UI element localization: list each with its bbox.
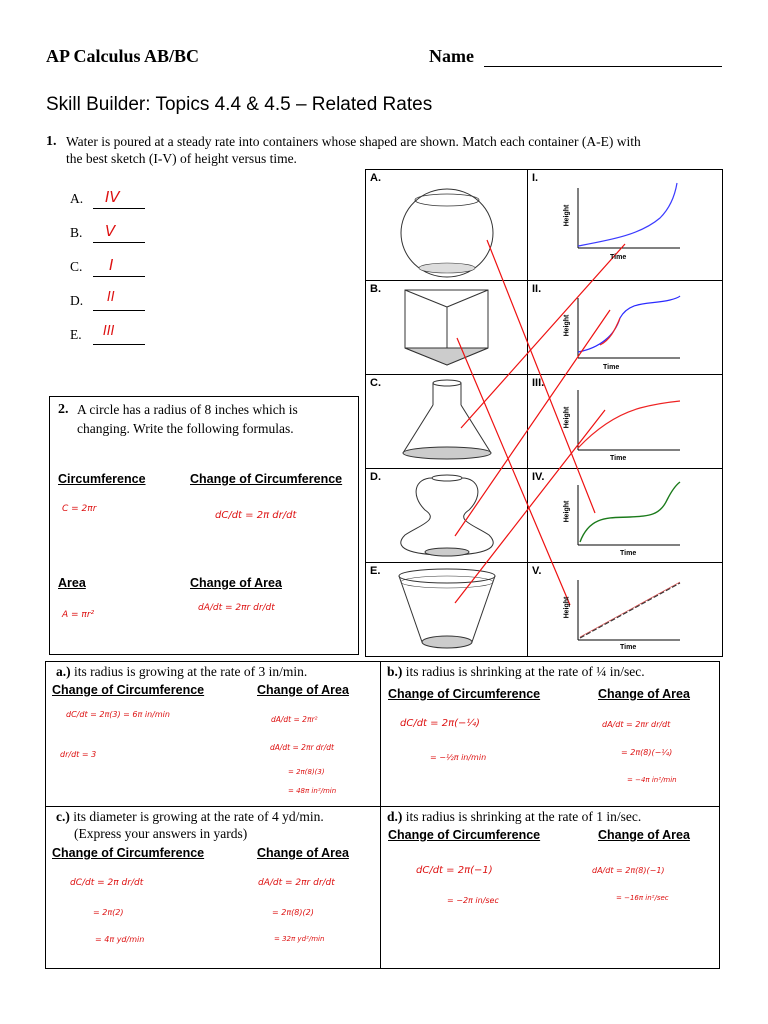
- part-d-circ-label: Change of Circumference: [388, 828, 541, 842]
- part-c-text: its diameter is growing at the rate of 4 yd/min.: [73, 809, 324, 824]
- graph-i-xlabel: Time: [610, 254, 627, 261]
- answer-value-e: III: [103, 324, 115, 339]
- graph-label-v: V.: [532, 565, 542, 577]
- q2-area-answer: A = πr²: [62, 610, 95, 620]
- part-c-circ-work-1: dC/dt = 2π dr/dt: [70, 878, 144, 888]
- part-c-circ-label: Change of Circumference: [52, 846, 205, 860]
- part-d-label: d.): [387, 809, 403, 824]
- graph-label-ii: II.: [532, 283, 542, 295]
- part-d-area-work-2: = −16π in²/sec: [616, 894, 669, 902]
- part-b-circ-work-1: dC/dt = 2π(−¼): [400, 718, 480, 729]
- name-label: Name: [429, 46, 474, 66]
- part-b-prompt: [387, 664, 645, 680]
- part-d-area-label: Change of Area: [598, 828, 690, 842]
- part-b-area-work-3: = −4π in²/min: [627, 776, 677, 784]
- part-d-area-work-1: dA/dt = 2π(8)(−1): [592, 866, 665, 875]
- part-c-area-label: Change of Area: [257, 846, 349, 860]
- part-b-label: b.): [387, 664, 403, 679]
- part-a-circ-work-2: dr/dt = 3: [60, 750, 97, 759]
- graph-label-iii: III.: [532, 377, 545, 389]
- answer-letter-c: C.: [70, 259, 83, 274]
- part-a-text: its radius is growing at the rate of 3 in/min.: [74, 664, 308, 679]
- part-d-circ-work-2: = −2π in/sec: [447, 896, 499, 905]
- q1-prompt-line1: Water is poured at a steady rate into containers whose shaped are shown. Match each container (A-E) with: [66, 134, 641, 149]
- q2-area-label: Area: [58, 576, 86, 590]
- q2-prompt-line2: changing. Write the following formulas.: [77, 421, 294, 436]
- part-c-label: c.): [56, 809, 70, 824]
- page-title: Skill Builder: Topics 4.4 & 4.5 – Related Rates: [46, 94, 433, 115]
- part-a-label: a.): [56, 664, 71, 679]
- container-label-a: A.: [370, 172, 381, 184]
- answer-letter-e: E.: [70, 327, 82, 342]
- graph-iii-xlabel: Time: [610, 455, 627, 462]
- part-c-prompt: [56, 809, 324, 825]
- graph-v-ylabel: Height: [563, 596, 571, 619]
- part-d-prompt: [387, 809, 641, 825]
- answer-value-c: I: [109, 256, 114, 274]
- part-c-area-work-2: = 2π(8)(2): [272, 908, 314, 917]
- course-title: AP Calculus AB/BC: [46, 46, 200, 66]
- graph-ii-xlabel: Time: [603, 364, 620, 371]
- part-c-area-work-3: = 32π yd²/min: [274, 935, 325, 943]
- part-a-area-work-1: dA/dt = 2πr²: [271, 715, 318, 724]
- container-label-b: B.: [370, 283, 381, 295]
- part-a-area-work-4: = 48π in²/min: [288, 787, 337, 795]
- part-b-circ-label: Change of Circumference: [388, 687, 541, 701]
- graph-ii-ylabel: Height: [563, 314, 571, 337]
- part-a-prompt: [56, 664, 307, 680]
- part-b-area-label: Change of Area: [598, 687, 690, 701]
- q2-change-area-answer: dA/dt = 2πr dr/dt: [198, 603, 275, 613]
- part-b-area-work-2: = 2π(8)(−¼): [621, 748, 673, 757]
- answer-value-b: V: [105, 222, 116, 240]
- part-a-circ-label: Change of Circumference: [52, 683, 205, 697]
- q2-prompt-line1: A circle has a radius of 8 inches which is: [77, 402, 298, 417]
- graph-label-iv: IV.: [532, 471, 545, 483]
- q2-change-circumference-label: Change of Circumference: [190, 472, 343, 486]
- container-label-d: D.: [370, 471, 381, 483]
- container-label-c: C.: [370, 377, 381, 389]
- part-b-text: its radius is shrinking at the rate of ¼ in/sec.: [405, 664, 645, 679]
- part-b-circ-work-2: = −½π in/min: [430, 753, 487, 762]
- answer-letter-a: A.: [70, 191, 84, 206]
- answer-value-a: IV: [105, 188, 120, 206]
- part-a-circ-work-1: dC/dt = 2π(3) = 6π in/min: [66, 710, 170, 719]
- part-a-area-label: Change of Area: [257, 683, 349, 697]
- part-c-circ-work-2: = 2π(2): [93, 908, 124, 917]
- q2-number: 2.: [58, 402, 69, 417]
- q2-circumference-label: Circumference: [58, 472, 146, 486]
- graph-iv-ylabel: Height: [563, 500, 571, 523]
- answer-letter-b: B.: [70, 225, 83, 240]
- q2-change-circumference-answer: dC/dt = 2π dr/dt: [215, 510, 297, 521]
- q1-prompt-line2: the best sketch (I-V) of height versus time.: [66, 151, 297, 166]
- graph-iii-ylabel: Height: [563, 406, 571, 429]
- graph-label-i: I.: [532, 172, 539, 184]
- part-c-circ-work-3: = 4π yd/min: [95, 935, 145, 944]
- q2-change-area-label: Change of Area: [190, 576, 282, 590]
- part-b-area-work-1: dA/dt = 2πr dr/dt: [602, 720, 671, 729]
- part-a-area-work-2: dA/dt = 2πr dr/dt: [270, 743, 334, 752]
- graph-i-ylabel: Height: [563, 204, 571, 227]
- q2-circumference-answer: C = 2πr: [62, 504, 97, 514]
- container-label-e: E.: [370, 565, 381, 577]
- q1-number: 1.: [46, 134, 57, 149]
- graph-v-xlabel: Time: [620, 644, 637, 651]
- part-c-area-work-1: dA/dt = 2πr dr/dt: [258, 878, 335, 888]
- answer-value-d: II: [107, 290, 115, 305]
- part-d-text: its radius is shrinking at the rate of 1 in/sec.: [405, 809, 642, 824]
- answer-letter-d: D.: [70, 293, 84, 308]
- part-d-circ-work-1: dC/dt = 2π(−1): [416, 865, 493, 876]
- graph-iv-xlabel: Time: [620, 550, 637, 557]
- part-c-text2: (Express your answers in yards): [74, 826, 248, 841]
- part-a-area-work-3: = 2π(8)(3): [288, 768, 325, 776]
